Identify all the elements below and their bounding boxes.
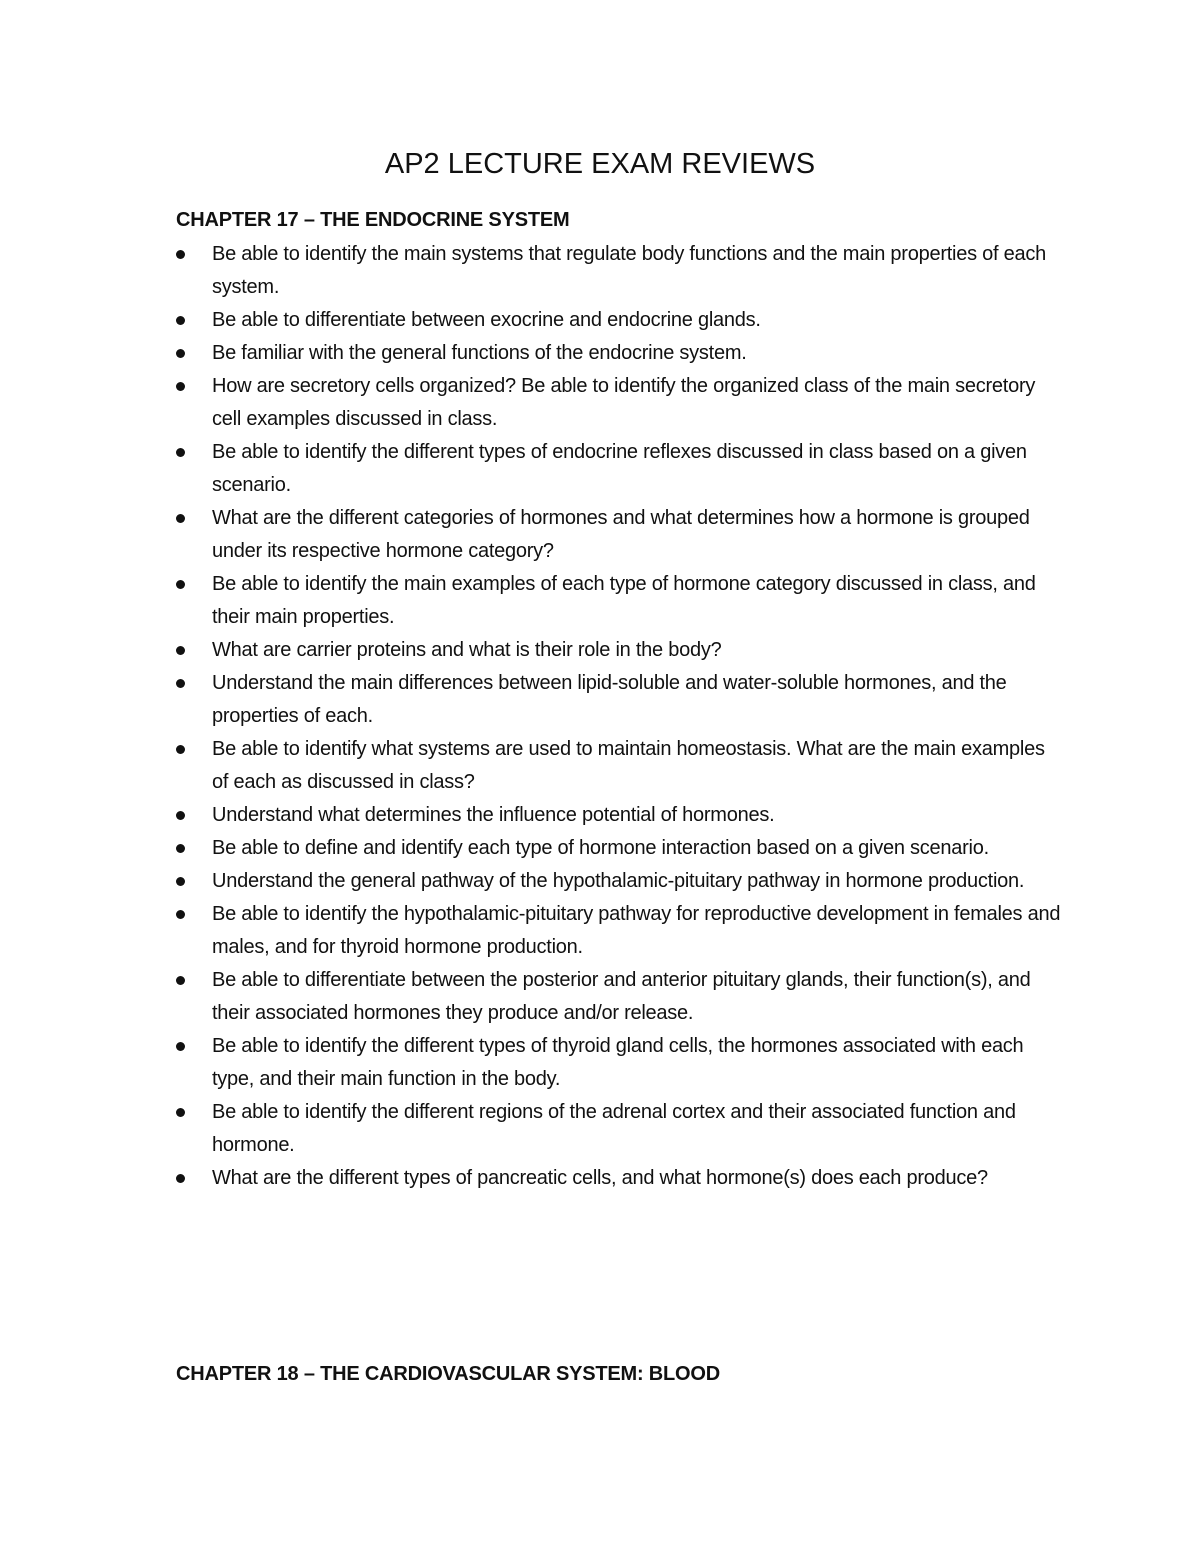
bullet-dot-icon — [176, 1108, 185, 1117]
bullet-text: What are carrier proteins and what is their role in the body? — [212, 639, 722, 661]
bullet-text: Be able to define and identify each type of hormone interaction based on a given scenario. — [212, 837, 989, 859]
bullet-text: Be able to identify the different types of endocrine reflexes discussed in class based on a given scenario. — [212, 441, 1027, 496]
bullet-dot-icon — [176, 1042, 185, 1051]
bullet-dot-icon — [176, 679, 185, 688]
bullet-text: What are the different types of pancreatic cells, and what hormone(s) does each produce? — [212, 1167, 988, 1189]
bullet-item — [176, 1030, 1066, 1096]
bullet-text: How are secretory cells organized? Be able to identify the organized class of the main secretory cell examples discussed in class. — [212, 375, 1036, 430]
bullet-item — [176, 865, 1066, 898]
bullet-dot-icon — [176, 910, 185, 919]
bullet-item — [176, 799, 1066, 832]
bullet-dot-icon — [176, 745, 185, 754]
chapter-18-heading: CHAPTER 18 – THE CARDIOVASCULAR SYSTEM: BLOOD — [176, 1363, 721, 1385]
bullet-item — [176, 964, 1066, 1030]
bullet-text: Be able to identify the different types of thyroid gland cells, the hormones associated with each type, and their main function in the body. — [212, 1035, 1024, 1090]
bullet-text: Be able to identify the hypothalamic-pituitary pathway for reproductive development in females and males, and for thyroid hormone production. — [212, 903, 1061, 958]
bullet-dot-icon — [176, 877, 185, 886]
bullet-item — [176, 898, 1066, 964]
bullet-dot-icon — [176, 646, 185, 655]
bullet-text: Be able to identify the different regions of the adrenal cortex and their associated function and hormone. — [212, 1101, 1016, 1156]
bullet-item — [176, 667, 1066, 733]
bullet-item — [176, 1096, 1066, 1162]
bullet-dot-icon — [176, 250, 185, 259]
bullet-dot-icon — [176, 976, 185, 985]
bullet-text: Understand the general pathway of the hypothalamic-pituitary pathway in hormone production. — [212, 870, 1025, 892]
bullet-text: Understand the main differences between lipid-soluble and water-soluble hormones, and the properties of each. — [212, 672, 1007, 727]
bullet-dot-icon — [176, 349, 185, 358]
bullet-item — [176, 370, 1066, 436]
bullet-item — [176, 832, 1066, 865]
bullet-text: Be able to identify what systems are used to maintain homeostasis. What are the main examples of each as discussed in class? — [212, 738, 1045, 793]
document-title: AP2 LECTURE EXAM REVIEWS — [384, 148, 816, 180]
bullet-item — [176, 568, 1066, 634]
bullet-text: Be able to identify the main examples of each type of hormone category discussed in class, and their main properties. — [212, 573, 1036, 628]
bullet-item — [176, 238, 1066, 304]
bullet-dot-icon — [176, 580, 185, 589]
bullet-item — [176, 337, 1066, 370]
bullet-text: Understand what determines the influence potential of hormones. — [212, 804, 775, 826]
bullet-dot-icon — [176, 316, 185, 325]
bullet-text: Be able to identify the main systems that regulate body functions and the main properties of each system. — [212, 243, 1047, 298]
bullet-item — [176, 436, 1066, 502]
bullet-item — [176, 1162, 1066, 1195]
bullet-dot-icon — [176, 382, 185, 391]
bullet-text: Be able to differentiate between the posterior and anterior pituitary glands, their function(s), and their associated hormones they produce and/or release. — [212, 969, 1031, 1024]
bullet-text: What are the different categories of hormones and what determines how a hormone is grouped under its respective hormone category? — [212, 507, 1030, 562]
bullet-text: Be able to differentiate between exocrine and endocrine glands. — [212, 309, 761, 331]
bullet-item — [176, 733, 1066, 799]
bullet-dot-icon — [176, 448, 185, 457]
bullet-dot-icon — [176, 514, 185, 523]
bullet-dot-icon — [176, 844, 185, 853]
bullet-item — [176, 304, 1066, 337]
bullet-dot-icon — [176, 1174, 185, 1183]
chapter-17-heading: CHAPTER 17 – THE ENDOCRINE SYSTEM — [176, 209, 570, 231]
bullet-item — [176, 634, 1066, 667]
bullet-dot-icon — [176, 811, 185, 820]
bullet-text: Be familiar with the general functions of the endocrine system. — [212, 342, 747, 364]
chapter-17-bullet-list — [176, 238, 1066, 1195]
bullet-item — [176, 502, 1066, 568]
